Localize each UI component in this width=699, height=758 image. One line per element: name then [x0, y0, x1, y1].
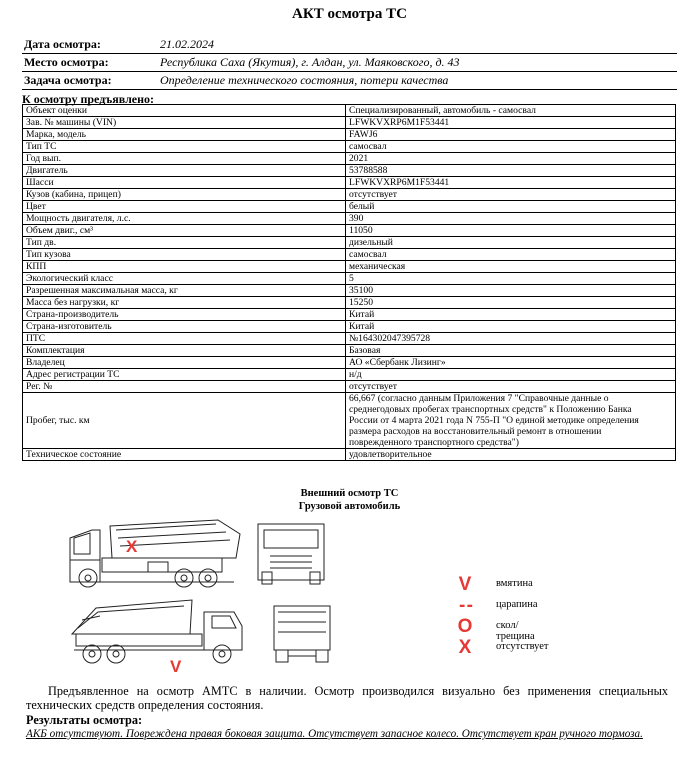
legend-label: скол/трещина: [496, 620, 535, 642]
meta-label: Дата осмотра:: [24, 37, 101, 51]
property-label: Масса без нагрузки, кг: [23, 297, 346, 309]
property-value: удовлетворительное: [346, 449, 676, 461]
property-label: Год вып.: [23, 153, 346, 165]
table-row: [23, 213, 676, 225]
property-label: Кузов (кабина, прицеп): [23, 189, 346, 201]
property-value: белый: [346, 201, 676, 213]
truck-diagram: [66, 516, 336, 682]
results-text: АКБ отсутствуют. Повреждена правая боковая защита. Отсутствует запасное колесо. Отсутствует кран ручного тормоза.: [26, 728, 643, 740]
property-value: 53788588: [346, 165, 676, 177]
table-row: [23, 141, 676, 153]
property-value: LFWKVXRP6M1F53441: [346, 177, 676, 189]
legend-label: вмятина: [496, 578, 533, 589]
table-row: [23, 297, 676, 309]
dent-symbol-icon: V: [458, 574, 472, 595]
property-value: АО «Сбербанк Лизинг»: [346, 357, 676, 369]
properties-table: [22, 104, 676, 461]
property-value: [346, 393, 676, 449]
table-row: [23, 105, 676, 117]
property-value: 2021: [346, 153, 676, 165]
inspection-meta: [22, 36, 677, 90]
property-label: Объем двиг., см³: [23, 225, 346, 237]
property-label: Зав. № машины (VIN): [23, 117, 346, 129]
table-row: [23, 345, 676, 357]
property-value: 390: [346, 213, 676, 225]
property-value: 5: [346, 273, 676, 285]
legend-label: отсутствует: [496, 641, 549, 652]
property-label: Адрес регистрации ТС: [23, 369, 346, 381]
meta-row-date: [22, 36, 677, 54]
property-label: Цвет: [23, 201, 346, 213]
property-label: Тип ТС: [23, 141, 346, 153]
table-row: [23, 321, 676, 333]
meta-label: Задача осмотра:: [24, 73, 112, 87]
property-value: н/д: [346, 369, 676, 381]
truck-rear-view: [274, 606, 330, 662]
table-row: [23, 261, 676, 273]
property-value: механическая: [346, 261, 676, 273]
truck-side-view-right: [72, 600, 242, 663]
table-row: [23, 117, 676, 129]
property-label: Рег. №: [23, 381, 346, 393]
property-value: отсутствует: [346, 189, 676, 201]
property-value: 15250: [346, 297, 676, 309]
property-value: FAWJ6: [346, 129, 676, 141]
property-value: 35100: [346, 285, 676, 297]
exterior-title-line1: Внешний осмотр ТС: [300, 488, 399, 499]
meta-value: 21.02.2024: [160, 37, 214, 51]
table-row: [23, 273, 676, 285]
scratch-symbol-icon: - -: [459, 595, 471, 616]
meta-value: Республика Саха (Якутия), г. Алдан, ул. Маяковского, д. 43: [160, 55, 460, 69]
property-value: LFWKVXRP6M1F53441: [346, 117, 676, 129]
meta-row-place: [22, 54, 677, 72]
truck-side-view-left: [70, 520, 240, 587]
table-row: [23, 189, 676, 201]
page-title: АКТ осмотра ТС: [292, 6, 407, 22]
results-heading: Результаты осмотра:: [26, 713, 143, 727]
table-row: [23, 309, 676, 321]
meta-label: Место осмотра:: [24, 55, 109, 69]
property-value: №164302047395728: [346, 333, 676, 345]
table-row: [23, 285, 676, 297]
property-label: Страна-изготовитель: [23, 321, 346, 333]
table-row: [23, 381, 676, 393]
table-row: [23, 129, 676, 141]
chip-symbol-icon: O: [457, 616, 473, 637]
table-row-mileage: [23, 393, 676, 449]
property-value: Базовая: [346, 345, 676, 357]
property-label: Экологический класс: [23, 273, 346, 285]
property-value: отсутствует: [346, 381, 676, 393]
mileage-line: среднегодовых пробегах транспортных средств" к Положению Банка: [349, 404, 632, 415]
section-heading: К осмотру предъявлено:: [22, 92, 155, 106]
meta-row-task: [22, 72, 677, 90]
property-label: Объект оценки: [23, 105, 346, 117]
property-value: Китай: [346, 309, 676, 321]
property-label: КПП: [23, 261, 346, 273]
truck-front-view: [258, 524, 324, 584]
mileage-line: России от 4 марта 2021 года N 755-П "О единой методике определения: [349, 415, 639, 426]
property-label: Владелец: [23, 357, 346, 369]
inspection-paragraph: Предъявленное на осмотр АМТС в наличии. Осмотр производился визуально без применения специальных технических средств определения состояния.: [26, 684, 668, 712]
exterior-title: [0, 487, 699, 513]
exterior-title-line2: Грузовой автомобиль: [298, 501, 401, 512]
property-label: ПТС: [23, 333, 346, 345]
meta-value: Определение технического состояния, потери качества: [160, 73, 449, 87]
table-row: [23, 249, 676, 261]
table-row: [23, 357, 676, 369]
table-row: [23, 153, 676, 165]
property-label: Тип дв.: [23, 237, 346, 249]
property-label: Пробег, тыс. км: [23, 393, 346, 449]
missing-symbol-icon: X: [458, 637, 472, 658]
property-label: Мощность двигателя, л.с.: [23, 213, 346, 225]
table-row: [23, 225, 676, 237]
property-value: Специализированный, автомобиль - самосвал: [346, 105, 676, 117]
property-label: Разрешенная максимальная масса, кг: [23, 285, 346, 297]
property-label: Марка, модель: [23, 129, 346, 141]
property-label: Комплектация: [23, 345, 346, 357]
table-row: [23, 369, 676, 381]
table-row: [23, 165, 676, 177]
damage-mark-missing: X: [126, 537, 138, 556]
legend-label: царапина: [496, 599, 538, 610]
table-row: [23, 177, 676, 189]
property-label: Тип кузова: [23, 249, 346, 261]
property-value: самосвал: [346, 249, 676, 261]
table-row: [23, 237, 676, 249]
damage-mark-dent: V: [170, 657, 182, 676]
mileage-line: поврежденного транспортного средства"): [349, 437, 519, 448]
property-label: Техническое состояние: [23, 449, 346, 461]
mileage-line: размера расходов на восстановительный ремонт в отношении: [349, 426, 602, 437]
property-value: дизельный: [346, 237, 676, 249]
property-label: Двигатель: [23, 165, 346, 177]
property-value: Китай: [346, 321, 676, 333]
property-label: Страна-производитель: [23, 309, 346, 321]
table-row: [23, 201, 676, 213]
property-value: самосвал: [346, 141, 676, 153]
mileage-line: 66,667 (согласно данным Приложения 7 "Справочные данные о: [349, 393, 609, 404]
table-row: [23, 333, 676, 345]
property-value: 11050: [346, 225, 676, 237]
table-row-tech-state: [23, 449, 676, 461]
property-label: Шасси: [23, 177, 346, 189]
